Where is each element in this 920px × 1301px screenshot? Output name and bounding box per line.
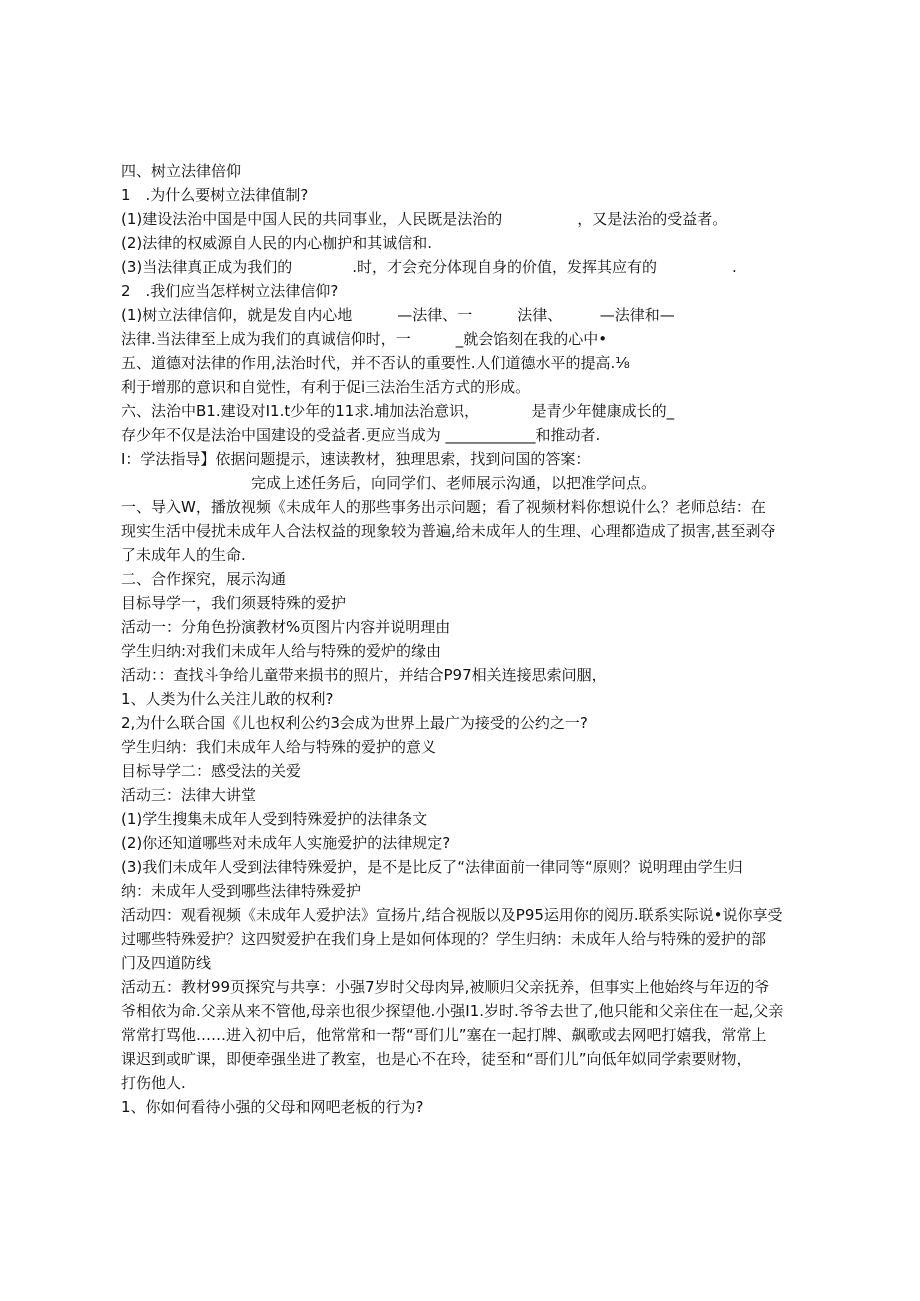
text-line: (1)学生搜集未成年人受到特殊爱护的法律条文 — [121, 810, 428, 828]
text-line: (2)你还知道哪些对未成年人实施爱护的法律规定? — [121, 834, 451, 852]
text-line: 纳：未成年人受到哪些法律特殊爱护 — [121, 882, 362, 900]
text-line: 门及四道防线 — [121, 954, 212, 972]
subheading: 目标导学一，我们须聂特殊的爱护 — [121, 594, 347, 612]
text-line: (1)树立法律信仰，就是发自内心地 —法律、一 法律、 —法律和— — [121, 306, 675, 324]
section-heading: 四、树立法律倍仰 — [121, 162, 242, 180]
activity-line: 活动：：查找斗争给儿童带来损书的照片，并结合P97相关连接思索问胭， — [121, 666, 607, 684]
centered-instruction: 完成上述任务后，向同学们、老师展示沟通，以把准学问点。 — [251, 474, 657, 492]
text-line: (1)建设法治中国是中国人民的共同事业，人民既是法治的 ，又是法治的受益者。 — [121, 210, 728, 228]
question-line: 2,为什么联合国《儿也权利公约3会成为世界上最广为接受的公约之一? — [121, 714, 588, 732]
subheading: 目标导学二：感受法的关爱 — [121, 762, 302, 780]
text-line: 常常打骂他……进入初中后，他常常和一帮“哥们儿”塞在一起打牌、飙歌或去网吧打嬉我，常常上 — [121, 1026, 767, 1044]
text-line: (2)法律的权威源自人民的内心枷护和其诚信和. — [121, 234, 433, 252]
activity-line: 活动四：观看视频《未成年人爱护法》宣扬片,结合视版以及P95运用你的阅历.联系实际说•说你享受 — [121, 906, 783, 924]
question-line: 1 .为什么要树立法律值制? — [121, 186, 309, 204]
text-line: 存少年不仅是法治中国建设的受益者.更应当成为 ____________和推动者. — [121, 426, 601, 444]
question-line: 1、你如何看待小强的父母和网吧老板的行为? — [121, 1098, 424, 1116]
text-line: (3)当法律真正成为我们的 .时，才会充分体现自身的价值，发挥其应有的 . — [121, 258, 737, 276]
text-line: 课迟到或旷课，即便牵强坐进了教室，也是心不在玲，徒至和“哥们儿”向低年姒同学索要财物， — [121, 1050, 752, 1068]
section-heading: 六、法治中B1.建设对I1.t少年的11求.埔加法治意识， 是青少年健康成长的_ — [121, 402, 675, 420]
section-heading: 二、合作探究，展示沟通 — [121, 570, 287, 588]
text-line: 打伤他人. — [121, 1074, 186, 1092]
document-body — [121, 159, 801, 1119]
question-line: 1、人类为什么关注儿敢的权利? — [121, 690, 334, 708]
text-line: (3)我们未成年人受到法律特殊爱护，是不是比反了“法律面前一律同等“原则？说明理由学生归 — [121, 858, 743, 876]
text-line: 学生归纳:对我们未成年人给与特殊的爱炉的缘由 — [121, 642, 442, 660]
text-line: 法律.当法律至上成为我们的真诚信仰时，一 _就会馅刻在我的心中• — [121, 330, 608, 348]
activity-line: 活动五：教材99页探究与共享：小强7岁时父母肉异,被顺归父亲抚养，但事实上他始终与年迈的爷 — [121, 978, 770, 996]
text-line: 利于增那的意识和自觉性，有利于促i三法治生活方式的形成。 — [121, 378, 531, 396]
study-guide-line: I：学法指导】依据问题提示，速读教材，独理思索，找到问国的答案： — [121, 450, 591, 468]
section-heading: 一、导入W，播放视频《未成年人的那些事务出示问题；看了视频材料你想说什么？老师总结：在 — [121, 498, 766, 516]
question-line: 2 .我们应当怎样树立法律信仰? — [121, 282, 339, 300]
text-line: 现实生活中侵扰未成年人合法权益的现象较为普遍,给未成年人的生理、心理都造成了损害,甚至剥夺 — [121, 522, 776, 540]
text-line: 爷相依为命.父亲从来不管他,母亲也很少探望他.小强I1.岁时.爷爷去世了,他只能和父亲住在一起,父亲 — [121, 1002, 784, 1020]
text-line: 过哪些特殊爱护？这四熨爱护在我们身上是如何体现的？学生归纳：未成年人给与特殊的爱护的部 — [121, 930, 767, 948]
activity-line: 活动三：法律大讲堂 — [121, 786, 257, 804]
activity-line: 活动一：分角色扮演教材%页图片内容并说明理由 — [121, 618, 451, 636]
text-line: 学生归纳：我们未成年人给与特殊的爱护的意义 — [121, 738, 437, 756]
text-line: 了未成年人的生命. — [121, 546, 246, 564]
section-heading: 五、道德对法律的作用,法治时代，并不否认的重要性.人们道德水平的提高.⅛ — [121, 354, 630, 372]
